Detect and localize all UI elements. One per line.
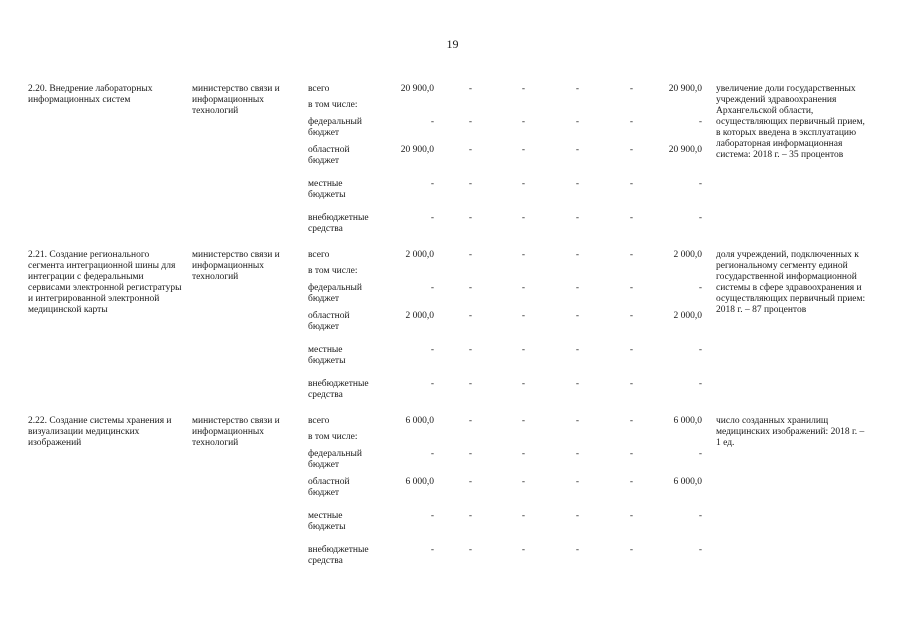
funding-source-label: федеральный бюджет [308, 117, 362, 138]
amount-year-4: - [629, 379, 633, 389]
amount-year-4: - [629, 283, 633, 293]
amount-year-1: - [468, 545, 472, 555]
amount-total: - [430, 449, 434, 459]
measure-section-2-22 [0, 416, 905, 582]
funding-source-label: внебюджетные средства [308, 545, 369, 566]
amount-year-4: - [629, 179, 633, 189]
funding-row-federal [0, 449, 905, 473]
amount-year-4: - [629, 345, 633, 355]
responsible-executor: министерство связи и информационных технологий [192, 84, 280, 116]
funding-source-label: всего [308, 250, 330, 260]
funding-row-regional [0, 145, 905, 169]
amount-year-4: - [629, 250, 633, 260]
amount-year-5: 6 000,0 [673, 416, 702, 426]
amount-total: 6 000,0 [405, 416, 434, 426]
amount-year-1: - [468, 179, 472, 189]
amount-year-4: - [629, 145, 633, 155]
responsible-executor: министерство связи и информационных технологий [192, 416, 280, 448]
amount-year-5: - [698, 345, 702, 355]
amount-year-3: - [575, 379, 579, 389]
amount-total: 20 900,0 [400, 84, 434, 94]
amount-total: - [430, 545, 434, 555]
funding-row-regional [0, 311, 905, 335]
funding-row-extrabudgetary [0, 213, 905, 237]
amount-year-4: - [629, 545, 633, 555]
amount-year-2: - [521, 117, 525, 127]
amount-total: 6 000,0 [405, 477, 434, 487]
amount-year-2: - [521, 379, 525, 389]
amount-year-1: - [468, 477, 472, 487]
funding-source-label: федеральный бюджет [308, 449, 362, 470]
amount-year-4: - [629, 511, 633, 521]
amount-year-5: 20 900,0 [668, 145, 702, 155]
amount-year-1: - [468, 145, 472, 155]
amount-total: - [430, 213, 434, 223]
funding-source-label: в том числе: [308, 266, 358, 276]
funding-source-label: местные бюджеты [308, 345, 346, 366]
amount-year-1: - [468, 213, 472, 223]
amount-year-5: - [698, 283, 702, 293]
funding-source-label: областной бюджет [308, 311, 350, 332]
amount-year-3: - [575, 213, 579, 223]
amount-total: 2 000,0 [405, 250, 434, 260]
funding-source-label: местные бюджеты [308, 179, 346, 200]
funding-row-federal [0, 117, 905, 141]
amount-year-2: - [521, 311, 525, 321]
amount-total: - [430, 379, 434, 389]
expected-result: увеличение доли государственных учреждений здравоохранения Архангельской области, осуществляющих первичный прием, в которых введена в эксплуатацию лабораторная информационная система: 2018 г. – 35 процентов [716, 84, 865, 160]
amount-total: 20 900,0 [400, 145, 434, 155]
amount-year-2: - [521, 345, 525, 355]
amount-year-2: - [521, 545, 525, 555]
amount-year-5: 20 900,0 [668, 84, 702, 94]
amount-year-3: - [575, 179, 579, 189]
amount-year-2: - [521, 145, 525, 155]
amount-year-5: - [698, 511, 702, 521]
measure-section-2-21 [0, 250, 905, 416]
amount-year-3: - [575, 117, 579, 127]
amount-year-3: - [575, 283, 579, 293]
amount-total: - [430, 283, 434, 293]
measure-title: 2.21. Создание регионального сегмента интеграционной шины для интеграции с федеральными сервисами электронной регистратуры и интегрированной электронной медицинской карты [28, 250, 182, 315]
amount-year-4: - [629, 117, 633, 127]
funding-row-extrabudgetary [0, 545, 905, 569]
amount-year-1: - [468, 117, 472, 127]
funding-source-label: в том числе: [308, 432, 358, 442]
expected-result: число созданных хранилищ медицинских изображений: 2018 г. – 1 ед. [716, 416, 865, 448]
amount-total: - [430, 117, 434, 127]
amount-year-2: - [521, 416, 525, 426]
amount-year-5: - [698, 545, 702, 555]
amount-year-2: - [521, 213, 525, 223]
amount-year-5: 6 000,0 [673, 477, 702, 487]
amount-year-4: - [629, 449, 633, 459]
amount-year-1: - [468, 311, 472, 321]
funding-source-label: внебюджетные средства [308, 213, 369, 234]
funding-row-local [0, 345, 905, 369]
amount-year-1: - [468, 416, 472, 426]
funding-source-label: местные бюджеты [308, 511, 346, 532]
amount-year-3: - [575, 84, 579, 94]
amount-year-5: - [698, 449, 702, 459]
funding-source-label: внебюджетные средства [308, 379, 369, 400]
page-number: 19 [446, 37, 459, 51]
amount-year-1: - [468, 84, 472, 94]
funding-source-label: всего [308, 84, 330, 94]
funding-row-local [0, 511, 905, 535]
amount-year-3: - [575, 345, 579, 355]
amount-year-3: - [575, 311, 579, 321]
amount-year-4: - [629, 311, 633, 321]
amount-year-2: - [521, 179, 525, 189]
funding-source-label: всего [308, 416, 330, 426]
amount-total: 2 000,0 [405, 311, 434, 321]
amount-year-5: - [698, 379, 702, 389]
amount-year-5: - [698, 213, 702, 223]
amount-year-5: 2 000,0 [673, 311, 702, 321]
funding-row-regional [0, 477, 905, 501]
amount-year-2: - [521, 250, 525, 260]
amount-year-3: - [575, 449, 579, 459]
amount-year-4: - [629, 213, 633, 223]
amount-year-1: - [468, 511, 472, 521]
amount-year-2: - [521, 283, 525, 293]
funding-row-extrabudgetary [0, 379, 905, 403]
funding-source-label: в том числе: [308, 100, 358, 110]
amount-year-3: - [575, 477, 579, 487]
funding-source-label: областной бюджет [308, 477, 350, 498]
amount-total: - [430, 179, 434, 189]
amount-year-1: - [468, 449, 472, 459]
funding-row-local [0, 179, 905, 203]
amount-total: - [430, 511, 434, 521]
amount-year-5: - [698, 117, 702, 127]
funding-source-label: областной бюджет [308, 145, 350, 166]
amount-year-3: - [575, 416, 579, 426]
amount-year-2: - [521, 477, 525, 487]
amount-year-2: - [521, 84, 525, 94]
funding-row-federal [0, 283, 905, 307]
amount-year-1: - [468, 250, 472, 260]
measure-title: 2.20. Внедрение лабораторных информационных систем [28, 84, 153, 105]
amount-year-4: - [629, 84, 633, 94]
responsible-executor: министерство связи и информационных технологий [192, 250, 280, 282]
amount-year-1: - [468, 283, 472, 293]
amount-year-1: - [468, 345, 472, 355]
amount-year-5: - [698, 179, 702, 189]
amount-total: - [430, 345, 434, 355]
measure-title: 2.22. Создание системы хранения и визуализации медицинских изображений [28, 416, 172, 448]
amount-year-3: - [575, 511, 579, 521]
amount-year-3: - [575, 145, 579, 155]
amount-year-2: - [521, 449, 525, 459]
measure-section-2-20 [0, 84, 905, 250]
amount-year-3: - [575, 250, 579, 260]
amount-year-1: - [468, 379, 472, 389]
amount-year-4: - [629, 416, 633, 426]
amount-year-3: - [575, 545, 579, 555]
funding-source-label: федеральный бюджет [308, 283, 362, 304]
amount-year-4: - [629, 477, 633, 487]
amount-year-2: - [521, 511, 525, 521]
expected-result: доля учреждений, подключенных к региональному сегменту единой государственной информационной системы в сфере здравоохранения и осуществляющих первичный прием: 2018 г. – 87 процентов [716, 250, 866, 315]
amount-year-5: 2 000,0 [673, 250, 702, 260]
